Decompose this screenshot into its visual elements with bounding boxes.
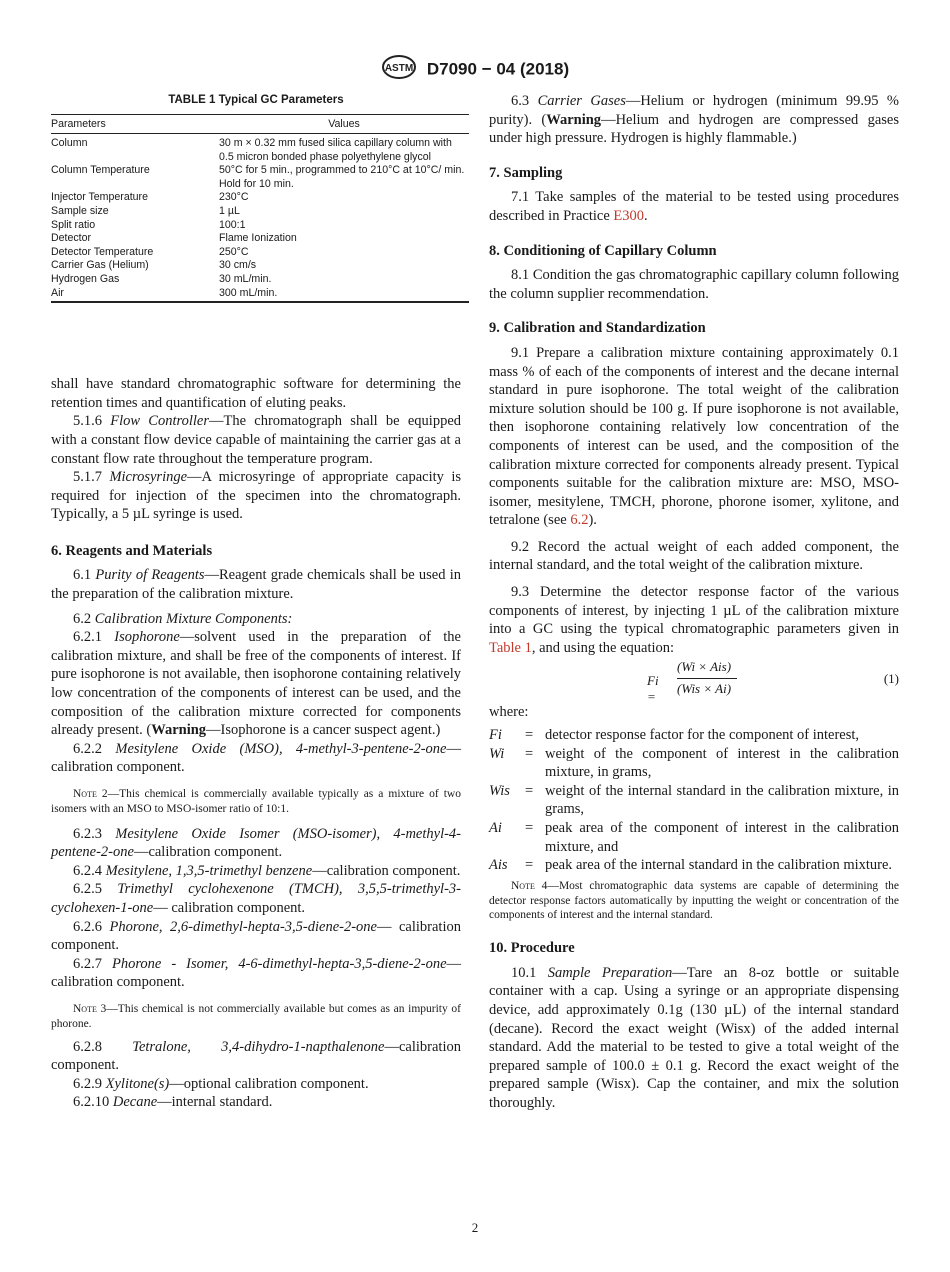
table-row xyxy=(51,205,469,219)
note-4: Note 4—Most chromatographic data systems are capable of determining the detector response factors automatically by inputting the weight or concentration of the components of interest and the internal standard. xyxy=(489,879,899,922)
definition-item: Wis = weight of the internal standard in the calibration mixture, in grams, xyxy=(489,782,899,818)
equation-1 xyxy=(489,657,899,703)
page-number: 2 xyxy=(471,1220,479,1235)
paragraph-6-2-8: 6.2.8 Tetralone, 3,4-dihydro-1-napthalenone—calibration component. xyxy=(51,1038,461,1074)
paragraph-8-1: 8.1 Condition the gas chromatographic capillary column following the column supplier recommendation. xyxy=(489,267,899,302)
definition-item: Ai = peak area of the component of interest in the calibration mixture, and xyxy=(489,820,899,855)
section-heading-7: 7. Sampling xyxy=(489,164,563,181)
table-cell: 30 cm/s xyxy=(219,259,257,272)
table-cell: Column Temperature xyxy=(51,164,150,177)
reference-link-table-1[interactable]: Table 1 xyxy=(489,639,532,656)
table-cell: 1 µL xyxy=(219,204,240,217)
fraction-bar xyxy=(677,678,737,679)
paragraph-9-2: 9.2 Record the actual weight of each added component, the internal standard, and the total weight of the calibration mixture. xyxy=(489,538,899,574)
left-column xyxy=(51,92,465,1112)
table-row xyxy=(51,164,469,191)
equation-lhs: Fi = xyxy=(647,673,659,705)
paragraph-6-2-7: 6.2.7 Phorone - Isomer, 4-6-dimethyl-hepta-3,5-diene-2-one— calibration component. xyxy=(51,955,462,991)
svg-text:ASTM: ASTM xyxy=(384,63,414,74)
paragraph-6-2-1: 6.2.1 Isophorone—solvent used in the preparation of the calibration mixture, and shall be free of the components of interest. If pure isophorone is not available, then isophorone containing relatively low concentration of the components of interest can be used, and the composition of the calibration mixture corrected for components already present. (Warning—Isophorone is a cancer suspect agent.) xyxy=(51,629,461,739)
table-cell: Flame Ionization xyxy=(219,232,297,245)
table-row xyxy=(51,246,469,260)
table-cell: Air xyxy=(51,287,219,303)
section-heading-10: 10. Procedure xyxy=(489,940,575,957)
table-cell: 300 mL/min. xyxy=(219,287,469,303)
paragraph-5-1-7: 5.1.7 Microsyringe—A microsyringe of appropriate capacity is required for injection of the specimen into the chromatograph. Typically, a 5 µL syringe is used. xyxy=(51,469,461,523)
variable-definitions xyxy=(489,726,899,875)
gc-parameters-table xyxy=(51,114,469,303)
table-cell: Detector xyxy=(51,232,92,245)
right-column xyxy=(489,92,899,1113)
table-row xyxy=(51,232,469,246)
paragraph-9-1: 9.1 Prepare a calibration mixture containing approximately 0.1 mass % of each of the components of interest and the decane internal standard in pure isophorone. The total weight of the calibration mixture solution should be 100 g. If pure isophorone is not available, then isophorone containing relatively low concentration of the components of interest can be used, and the composition of the calibration mixture corrected for components already present. Typical components suitable for the calibration mixture are: MSO, MSO-isomer, mesitylene, TMCH, phorone, phorone isomer, xylitone, and tetralone (see 6.2). xyxy=(489,344,899,529)
table-cell: Injector Temperature xyxy=(51,191,148,204)
paragraph-6-2-4: 6.2.4 Mesitylene, 1,3,5-trimethyl benzene—calibration component. xyxy=(73,862,461,879)
table-cell: Detector Temperature xyxy=(51,245,154,258)
table-cell: Sample size xyxy=(51,204,109,217)
table-cell: 30 m × 0.32 mm fused silica capillary column with 0.5 micron bonded phase polyethylene glycol xyxy=(219,137,452,163)
equation-number: (1) xyxy=(883,671,899,687)
table-cell: Hydrogen Gas xyxy=(51,272,120,285)
paragraph-6-3: 6.3 Carrier Gases—Helium or hydrogen (minimum 99.95 % purity). (Warning—Helium and hydrogen are compressed gases under high pressure. Hydrogen is highly flammable.) xyxy=(489,93,900,147)
paragraph-6-2-3: 6.2.3 Mesitylene Oxide Isomer (MSO-isomer), 4-methyl-4-pentene-2-one—calibration component. xyxy=(51,825,462,861)
table-row xyxy=(51,287,469,303)
paragraph-10-1: 10.1 Sample Preparation—Tare an 8-oz bottle or suitable container with a cap. Using a syringe or an appropriate dispensing device, add approximately 0.1g (130 µL) of the internal standard (decane). Record the exact weight (Wisx) of the added internal standard. Add the material to be tested to give a total weight of the prepared sample of 100.0 ± 0.1 g. Record the exact weight of the prepared sample (Wisx). Cap the container, and mix the solution thoroughly. xyxy=(489,964,899,1111)
table-cell: 100:1 xyxy=(219,218,246,231)
paragraph-6-2-10: 6.2.10 Decane—internal standard. xyxy=(73,1094,273,1111)
table-cell: 230°C xyxy=(219,191,249,204)
table-row xyxy=(51,134,469,165)
paragraph-7-1: 7.1 Take samples of the material to be tested using procedures described in Practice E300. xyxy=(489,189,899,224)
document-id: D7090 − 04 (2018) xyxy=(426,59,570,79)
reference-link-6-2[interactable]: 6.2 xyxy=(570,512,589,529)
table-title: TABLE 1 Typical GC Parameters xyxy=(168,94,344,106)
page-header xyxy=(0,54,950,85)
paragraph-5-1-6: 5.1.6 Flow Controller—The chromatograph shall be equipped with a constant flow device capable of maintaining the carrier gas at a constant flow rate throughout the temperature program. xyxy=(51,413,462,467)
paragraph-6-1: 6.1 Purity of Reagents—Reagent grade chemicals shall be used in the preparation of the calibration mixture. xyxy=(51,567,462,603)
definition-item: Ais = peak area of the internal standard in the calibration mixture. xyxy=(489,857,893,874)
paragraph-continued: shall have standard chromatographic software for determining the retention times and quantification of eluting peaks. xyxy=(51,376,461,411)
paragraph-6-2-5: 6.2.5 Trimethyl cyclohexenone (TMCH), 3,5,5-trimethyl-3-cyclohexen-1-one— calibration component. xyxy=(51,881,461,916)
table-row xyxy=(51,273,469,287)
table-header-parameters: Parameters xyxy=(51,115,219,134)
table-cell: Carrier Gas (Helium) xyxy=(51,259,149,272)
note-3: Note 3—This chemical is not commercially available but comes as an impurity of phorone. xyxy=(51,1002,462,1030)
paragraph-6-2-9: 6.2.9 Xylitone(s)—optional calibration component. xyxy=(73,1075,369,1092)
note-2: Note 2—This chemical is commercially available typically as a mixture of two isomers with an MSO to MSO-isomer ratio of 10:1. xyxy=(51,788,461,815)
table-row xyxy=(51,219,469,233)
table-row xyxy=(51,259,469,273)
where-label: where: xyxy=(489,704,529,721)
table-cell: Column xyxy=(51,137,88,149)
section-heading-9: 9. Calibration and Standardization xyxy=(489,320,706,337)
paragraph-6-2-2: 6.2.2 Mesitylene Oxide (MSO), 4-methyl-3-pentene-2-one—calibration component. xyxy=(51,740,461,776)
equation-numerator: (Wi × Ais) xyxy=(677,659,732,675)
table-cell: 50°C for 5 min., programmed to 210°C at 10°C/ min. Hold for 10 min. xyxy=(219,164,465,190)
paragraph-9-3: 9.3 Determine the detector response factor of the various components of interest, by injecting 1 µL of the calibration mixture into a GC using the typical chromatographic parameters given in Table 1, and using the equation: xyxy=(489,584,899,656)
definition-item: Wi = weight of the component of interest in the calibration mixture, in grams, xyxy=(489,745,899,781)
definition-item: Fi = detector response factor for the component of interest, xyxy=(489,727,860,744)
paragraph-6-2-6: 6.2.6 Phorone, 2,6-dimethyl-hepta-3,5-diene-2-one— calibration component. xyxy=(51,918,461,954)
table-row xyxy=(51,191,469,205)
table-cell: Split ratio xyxy=(51,218,96,231)
section-heading-8: 8. Conditioning of Capillary Column xyxy=(489,242,717,259)
table-cell: 30 mL/min. xyxy=(219,272,272,285)
astm-logo-icon xyxy=(381,54,417,85)
reference-link-e300[interactable]: E300 xyxy=(613,207,645,224)
equation-denominator: (Wis × Ai) xyxy=(677,681,732,697)
paragraph-6-2: 6.2 Calibration Mixture Components: xyxy=(73,610,293,627)
section-heading-6: 6. Reagents and Materials xyxy=(51,542,213,559)
table-header-values: Values xyxy=(219,115,469,134)
table-cell: 250°C xyxy=(219,245,249,258)
